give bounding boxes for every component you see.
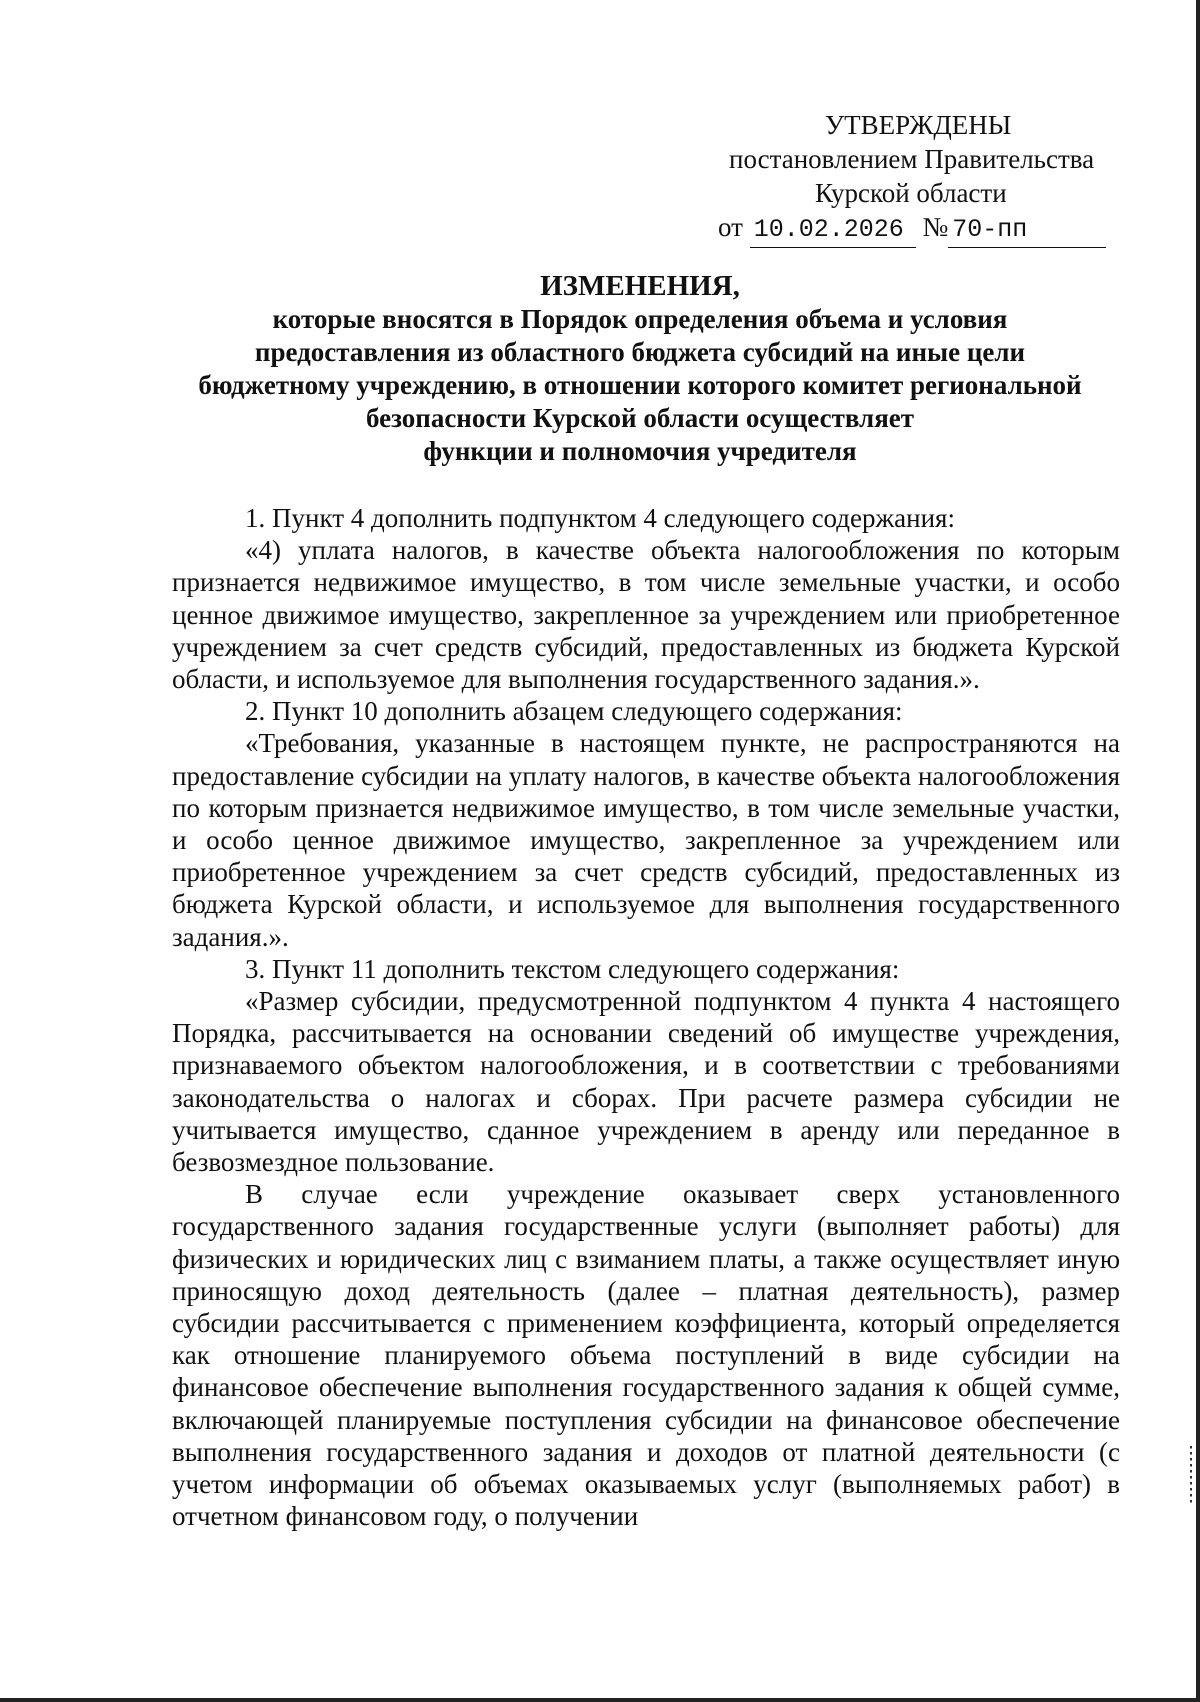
heading-line: которые вносятся в Порядок определения объема и условия bbox=[272, 304, 1008, 334]
number-prefix: № bbox=[922, 212, 949, 242]
paragraph: 3. Пункт 11 дополнить текстом следующего содержания: bbox=[245, 953, 900, 984]
approval-number: 70-пп bbox=[948, 213, 1106, 248]
approval-stamp bbox=[700, 108, 1120, 248]
document-body bbox=[172, 502, 1120, 1533]
approval-date-number bbox=[718, 210, 1120, 248]
heading-line: функции и полномочия учредителя bbox=[423, 436, 857, 466]
scan-artifact bbox=[1190, 1446, 1192, 1506]
heading-line: безопасности Курской области осуществляет bbox=[365, 403, 915, 433]
approval-title: УТВЕРЖДЕНЫ bbox=[825, 110, 1012, 140]
approval-date: 10.02.2026 bbox=[750, 213, 916, 248]
paragraph: «4) уплата налогов, в качестве объекта налогообложения по которым признается недвижимое имущество, в том числе земельные участки, и особо ценное движимое имущество, закрепленное за учреждением или приобретенное учреждением за счет средств субсидий, предоставленных из бюджета Курской области, и используемое для выполнения государственного задания.». bbox=[172, 535, 1120, 695]
paragraph: «Требования, указанные в настоящем пункте, не распространяются на предоставление субсидии на уплату налогов, в качестве объекта налогообложения по которым признается недвижимое имущество, в том числе земельные участки, и особо ценное движимое имущество, закрепленное за учреждением или приобретенное учреждением за счет средств субсидий, предоставленных из бюджета Курской области, и используемое для выполнения государственного задания.». bbox=[172, 728, 1120, 952]
document-title: ИЗМЕНЕНИЯ, bbox=[540, 270, 740, 302]
approval-authority: постановлением Правительства bbox=[729, 144, 1095, 174]
page-edge-bottom bbox=[0, 1698, 1200, 1702]
date-prefix: от bbox=[718, 212, 743, 242]
approval-region: Курской области bbox=[815, 178, 1007, 208]
page-edge-right bbox=[1196, 0, 1200, 1702]
paragraph: В случае если учреждение оказывает сверх установленного государственного задания государственные услуги (выполняет работы) для физических и юридических лиц с взиманием платы, а также осуществляет иную приносящую доход деятельность (далее – платная деятельность), размер субсидии рассчитывается с применением коэффициента, который определяется как отношение планируемого объема поступлений в виде субсидии на финансовое обеспечение выполнения государственного задания к общей сумме, включающей планируемые поступления субсидии на финансовое обеспечение выполнения государственного задания и доходов от платной деятельности (с учетом информации об объемах оказываемых услуг (выполняемых работ) в отчетном финансовом году, о получении bbox=[172, 1179, 1120, 1532]
heading-line: предоставления из областного бюджета субсидий на иные цели bbox=[254, 337, 1026, 367]
paragraph: «Размер субсидии, предусмотренной подпунктом 4 пункта 4 настоящего Порядка, рассчитывается на основании сведений об имуществе учреждения, признаваемого объектом налогообложения, и в соответствии с требованиями законодательства о налогах и сборах. При расчете размера субсидии не учитывается имущество, сданное учреждением в аренду или переданное в безвозмездное пользование. bbox=[172, 986, 1120, 1178]
paragraph: 1. Пункт 4 дополнить подпунктом 4 следующего содержания: bbox=[245, 503, 955, 533]
document-heading bbox=[160, 270, 1120, 468]
heading-line: бюджетному учреждению, в отношении которого комитет региональной bbox=[198, 370, 1082, 400]
paragraph: 2. Пункт 10 дополнить абзацем следующего содержания: bbox=[245, 696, 903, 727]
